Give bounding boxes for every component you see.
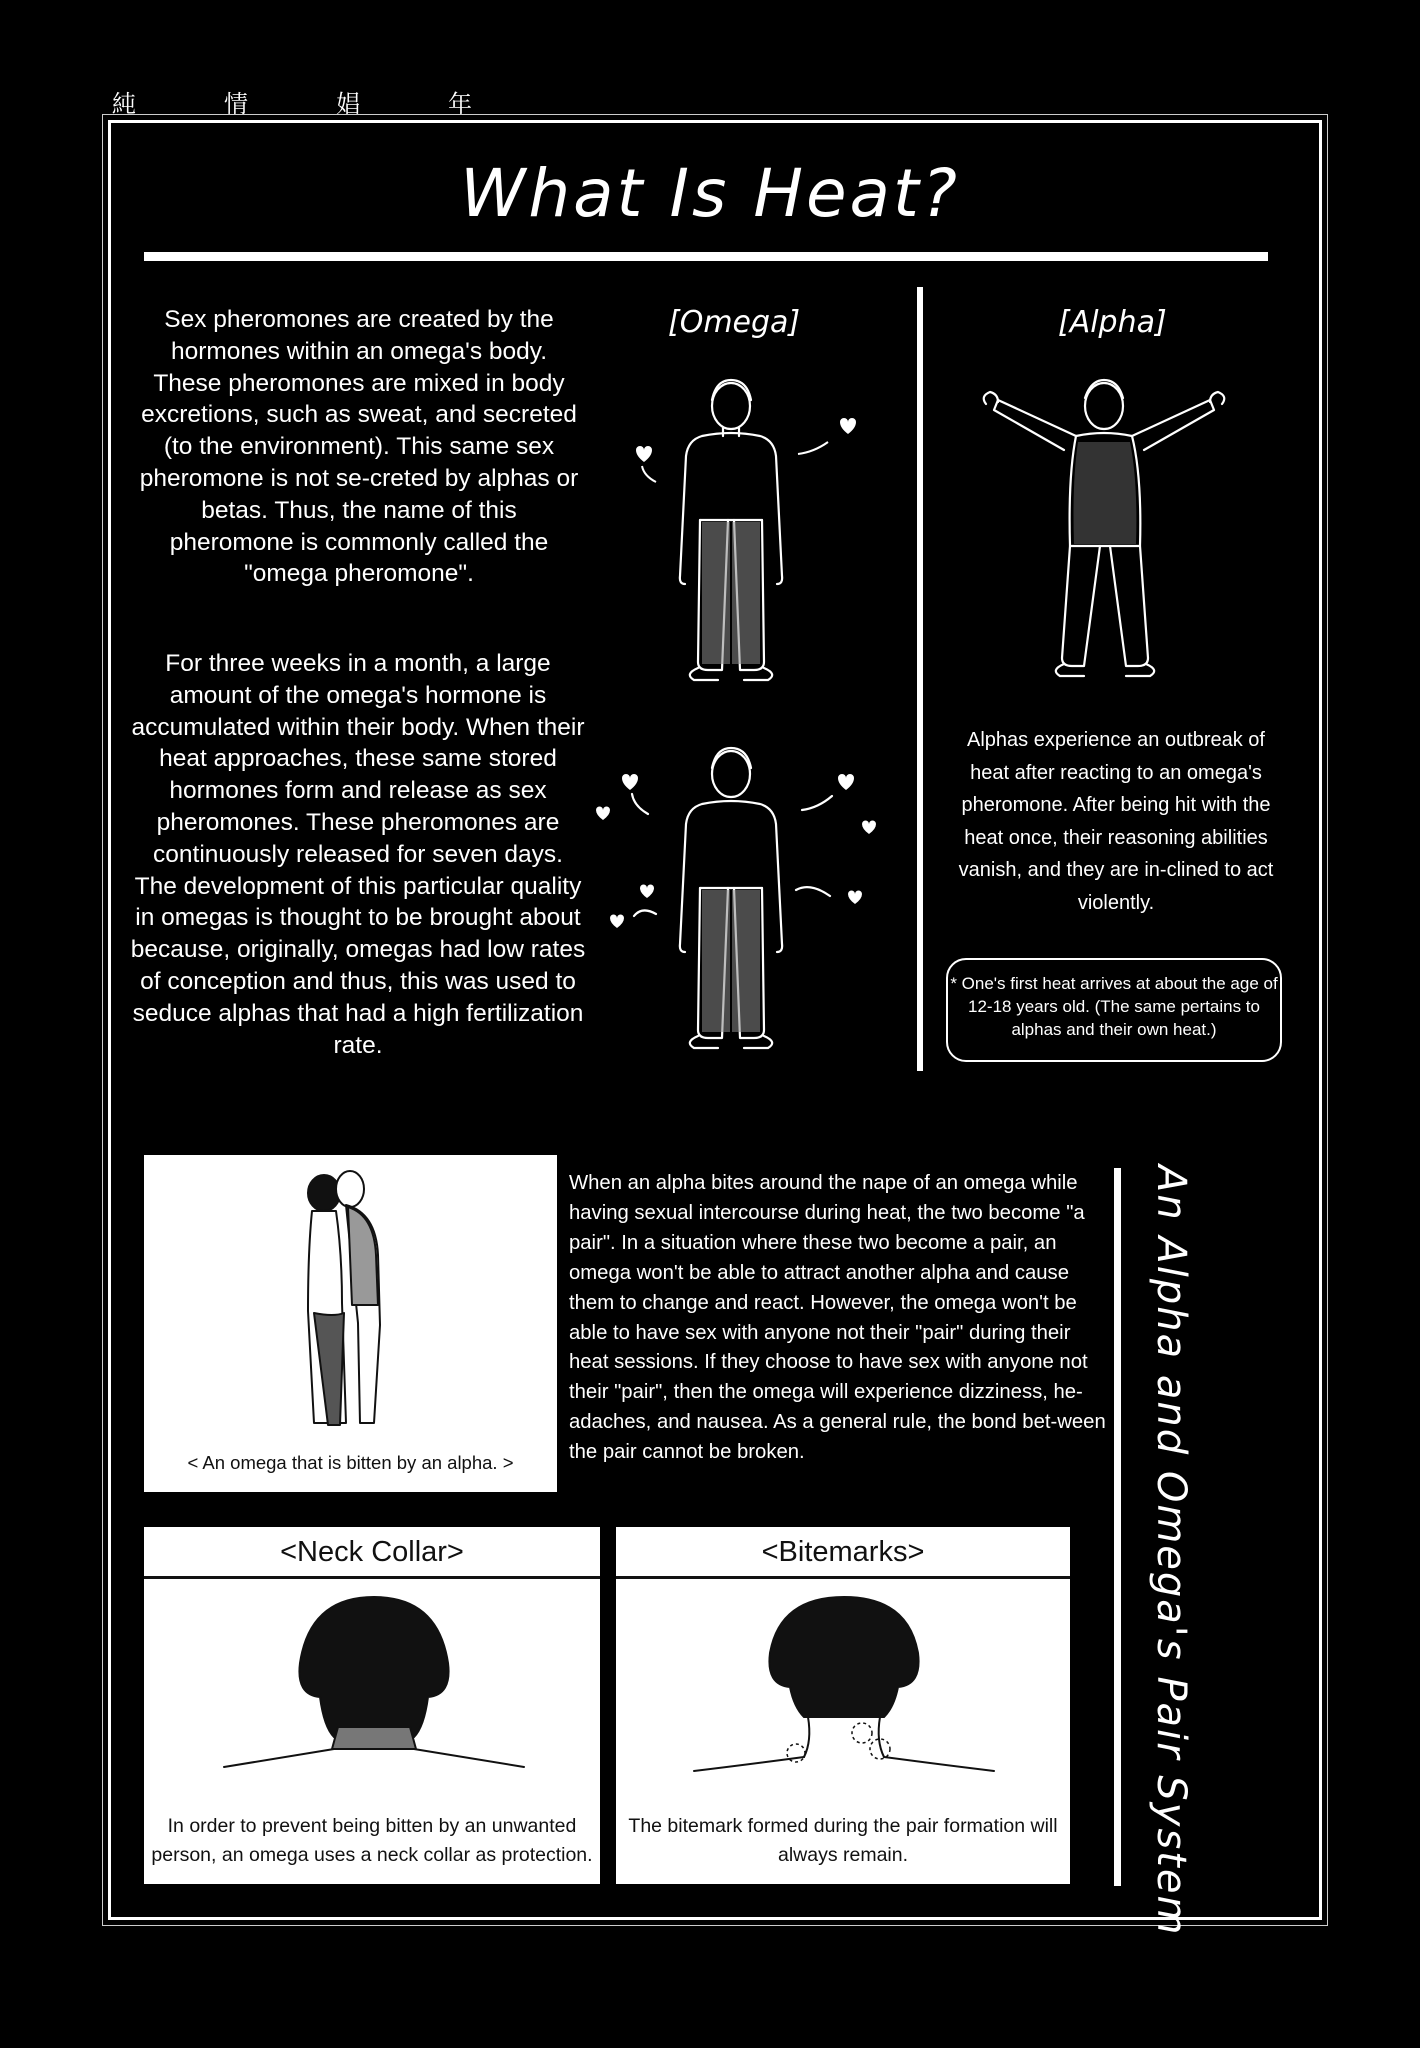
first-heat-note: * One's first heat arrives at about the age of 12-18 years old. (The same pertains to alphas and their own heat.) bbox=[946, 958, 1282, 1062]
bitemarks-illustration bbox=[684, 1587, 1004, 1777]
intro-paragraph-1: Sex pheromones are created by the hormones within an omega's body. These pheromones are mixed in body excretions, such as sweat, and secreted (to the environment). This same sex pheromone is not se-creted by alphas or betas. Thus, the name of this pheromone is commonly called the "omega pheromone". bbox=[139, 306, 579, 588]
pair-system-title-text: An Alpha and Omega's Pair System bbox=[1148, 1165, 1194, 1937]
omega-figure-illustration bbox=[620, 370, 860, 690]
header-char: 娼 bbox=[336, 90, 360, 118]
neck-collar-title: <Neck Collar> bbox=[144, 1527, 600, 1579]
header-char: 年 bbox=[448, 90, 472, 118]
pair-system-vertical-title bbox=[1148, 1165, 1208, 1937]
bitemarks-card bbox=[616, 1527, 1070, 1884]
omega-label: [Omega] bbox=[668, 305, 801, 340]
alpha-description: Alphas experience an outbreak of heat after reacting to an omega's pheromone. After being hit with the heat once, their reasoning abilities vanish, and they are in-clined to act violently. bbox=[958, 729, 1274, 914]
bite-photo-caption: < An omega that is bitten by an alpha. > bbox=[187, 1452, 514, 1473]
bitemarks-caption: The bitemark formed during the pair formation will always remain. bbox=[628, 1815, 1058, 1866]
header-char: 情 bbox=[224, 90, 248, 118]
pair-system-paragraph: When an alpha bites around the nape of an omega while having sexual intercourse during heat, the two become "a pair". In a situation where these two become a pair, an omega won't be able to attract another alpha and cause them to change and react. However, the omega won't be able to have sex with anyone not their "pair" during their heat sessions. If they choose to have sex with anyone not their "pair", then the omega will experience dizziness, he-adaches, and nausea. As a general rule, the bond bet-ween the pair cannot be broken. bbox=[569, 1172, 1106, 1464]
header-char: 純 bbox=[112, 90, 136, 118]
alpha-figure-illustration bbox=[980, 370, 1240, 690]
alpha-label: [Alpha] bbox=[1058, 305, 1167, 340]
page-title: What Is Heat? bbox=[460, 155, 960, 232]
neck-collar-illustration bbox=[214, 1587, 534, 1777]
neck-collar-card bbox=[144, 1527, 600, 1884]
intro-paragraph-2: For three weeks in a month, a large amount of the omega's hormone is accumulated within their body. When their heat approaches, these same stored hormones form and release as sex pheromones. These pheromones are continuously released for seven days. The development of this particular quality in omegas is thought to be brought about because, originally, omegas had low rates of conception and thus, this was used to seduce alphas that had a high fertilization rate. bbox=[130, 650, 586, 1059]
section-vertical-bar bbox=[1114, 1168, 1121, 1886]
neck-collar-caption: In order to prevent being bitten by an unwanted person, an omega uses a neck collar as protection. bbox=[151, 1815, 593, 1866]
omega-in-heat-illustration bbox=[594, 738, 884, 1058]
bite-illustration-panel bbox=[144, 1155, 557, 1492]
title-divider bbox=[144, 252, 1268, 261]
bitemarks-title: <Bitemarks> bbox=[616, 1527, 1070, 1579]
bitten-omega-illustration bbox=[284, 1163, 424, 1433]
column-divider bbox=[917, 287, 923, 1071]
